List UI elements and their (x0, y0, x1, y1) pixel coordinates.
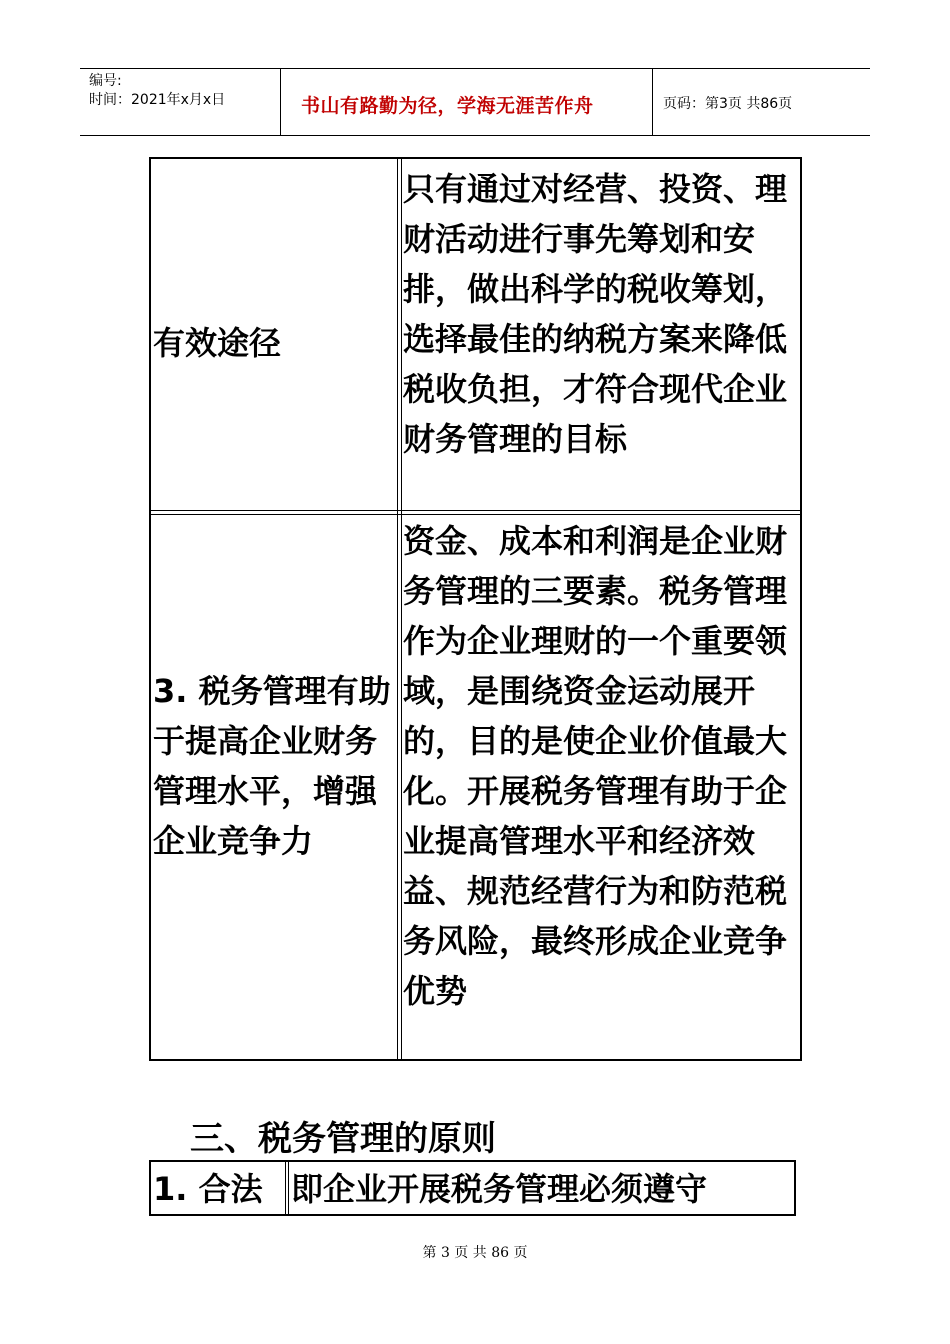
table-cell-row2-description: 资金、成本和利润是企业财务管理的三要素。税务管理作为企业理财的一个重要领域，是围绕资金运动展开的，目的是使企业价值最大化。开展税务管理有助于企业提高管理水平和经济效益、规范经营行为和防范税务风险，最终形成企业竞争优势 (403, 522, 788, 1010)
header-page-info: 页码：第3页 共86页 (663, 96, 793, 112)
table-column-divider-inner (288, 1162, 289, 1214)
principle-label: 1. 合法 (153, 1170, 263, 1208)
table-cell-row1-description: 只有通过对经营、投资、理财活动进行事先筹划和安排，做出科学的税收筹划，选择最佳的纳税方案来降低税收负担，才符合现代企业财务管理的目标 (403, 170, 788, 458)
table-row-divider-inner (151, 514, 800, 515)
header-page-cell (653, 69, 870, 135)
principle-description: 即企业开展税务管理必须遵守 (291, 1170, 708, 1208)
content-table (149, 157, 802, 1061)
table-row-divider (151, 510, 800, 511)
doc-number-label: 编号: (89, 73, 122, 89)
table-column-divider-inner (401, 159, 402, 1059)
page-footer: 第 3 页 共 86 页 (422, 1245, 528, 1261)
table-column-divider (397, 159, 398, 1059)
header-motto-cell (281, 69, 653, 135)
header-meta (80, 69, 281, 135)
page-header (80, 68, 870, 136)
doc-time-label: 时间：2021年x月x日 (89, 92, 226, 108)
table-cell-row1-label: 有效途径 (153, 324, 282, 362)
header-motto: 书山有路勤为径，学海无涯苦作舟 (301, 95, 594, 117)
section-heading: 三、税务管理的原则 (190, 1119, 496, 1159)
principles-table (149, 1160, 796, 1216)
table-column-divider (285, 1162, 286, 1214)
table-cell-row2-label: 3. 税务管理有助于提高企业财务管理水平，增强企业竞争力 (153, 672, 391, 860)
